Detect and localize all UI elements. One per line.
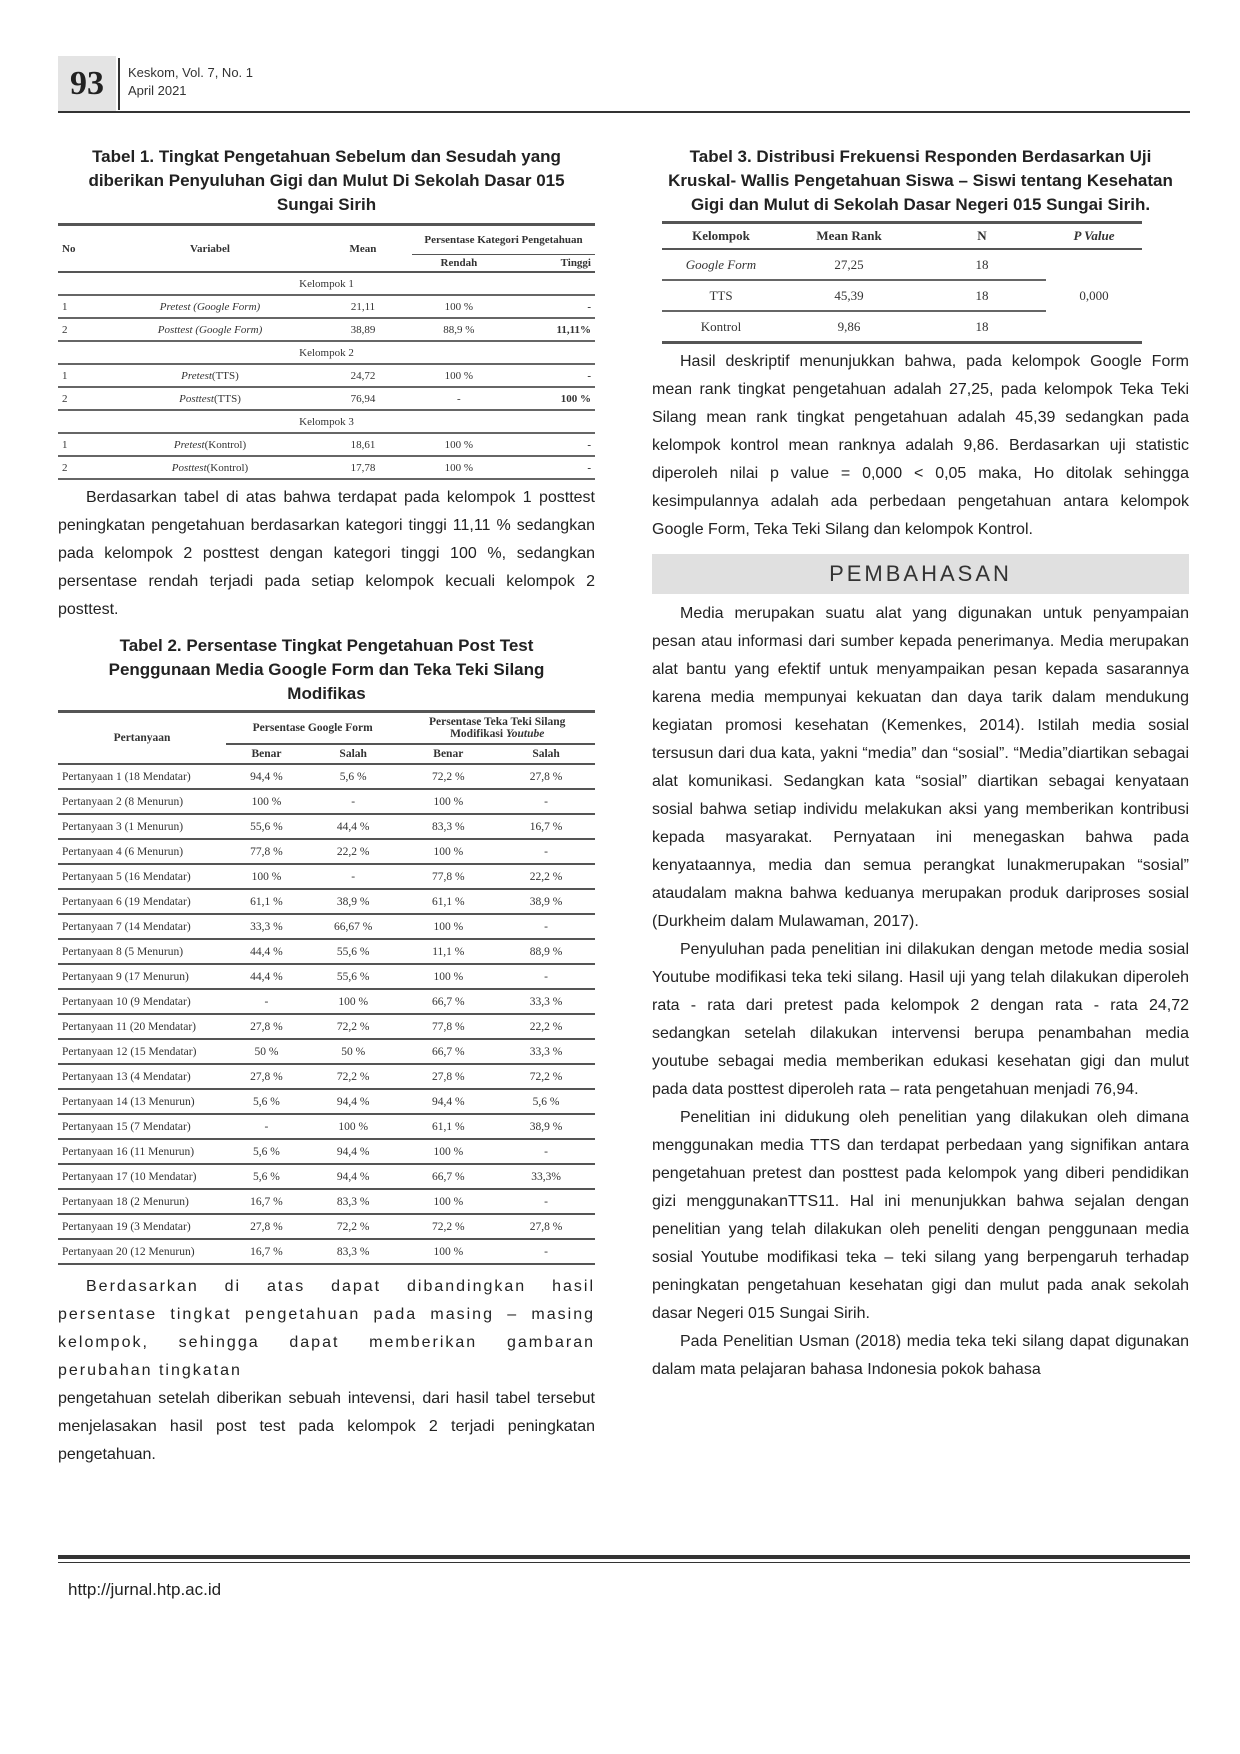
t2-cell-pertanyaan: Pertanyaan 16 (11 Menurun): [58, 1139, 226, 1164]
left-column: [58, 145, 595, 1469]
t2-cell-tts-benar: 77,8 %: [399, 864, 497, 889]
t2-cell-pertanyaan: Pertanyaan 20 (12 Menurun): [58, 1239, 226, 1264]
footer-url[interactable]: http://jurnal.htp.ac.id: [68, 1580, 222, 1599]
t2-cell-tts-salah: -: [497, 789, 595, 814]
t2-cell-tts-salah: 38,9 %: [497, 889, 595, 914]
t2-row: [58, 814, 595, 839]
t3-cell-n: 18: [918, 280, 1046, 311]
t1-variabel-media: (Google Form): [190, 300, 261, 313]
t1-cell-rendah: -: [412, 387, 506, 410]
t2-cell-gf-salah: 94,4 %: [307, 1089, 399, 1114]
t2-cell-gf-benar: 50 %: [226, 1039, 307, 1064]
t2-cell-pertanyaan: Pertanyaan 3 (1 Menurun): [58, 814, 226, 839]
t2-cell-gf-salah: 50 %: [307, 1039, 399, 1064]
right-column: [652, 145, 1189, 1384]
t2-cell-tts-benar: 66,7 %: [399, 1164, 497, 1189]
footer-rule-thin: [58, 1562, 1190, 1563]
t1-variabel-test: Pretest: [159, 300, 191, 313]
t2-cell-tts-benar: 100 %: [399, 1239, 497, 1264]
t2-cell-tts-benar: 94,4 %: [399, 1089, 497, 1114]
t2-cell-gf-benar: 100 %: [226, 789, 307, 814]
t1-cell-rendah: 100 %: [412, 433, 506, 456]
t2-cell-tts-benar: 61,1 %: [399, 1114, 497, 1139]
t1-cell-variabel: [106, 295, 314, 318]
t2-row: [58, 764, 595, 789]
t2-cell-gf-benar: 94,4 %: [226, 764, 307, 789]
t1-cell-variabel: [106, 456, 314, 479]
t2-cell-tts-salah: -: [497, 964, 595, 989]
t2-header-tts-modifikasi: Modifikasi: [450, 728, 506, 740]
t2-cell-tts-benar: 66,7 %: [399, 1039, 497, 1064]
t1-cell-rendah: 100 %: [412, 364, 506, 387]
page-header: [58, 56, 1190, 112]
t3-cell-kelompok: Kontrol: [662, 311, 780, 343]
t1-cell-variabel: [106, 433, 314, 456]
t2-cell-gf-benar: 16,7 %: [226, 1189, 307, 1214]
table1: [58, 223, 595, 480]
t2-cell-tts-benar: 83,3 %: [399, 814, 497, 839]
t1-row: [58, 387, 595, 410]
left-paragraph-2-part2: pengetahuan setelah diberikan sebuah intevensi, dari hasil tabel tersebut menjelasakan hasil post test pada kelompok 2 terjadi peningkatan pengetahuan.: [58, 1390, 595, 1463]
t2-cell-gf-salah: 5,6 %: [307, 764, 399, 789]
t2-header-tts: [399, 712, 595, 745]
t2-cell-pertanyaan: Pertanyaan 13 (4 Mendatar): [58, 1064, 226, 1089]
t3-header-p-value: P Value: [1046, 223, 1142, 250]
t3-header-n: N: [918, 223, 1046, 250]
t2-cell-tts-salah: 22,2 %: [497, 1014, 595, 1039]
t1-header-tinggi: Tinggi: [506, 255, 595, 273]
t2-cell-pertanyaan: Pertanyaan 4 (6 Menurun): [58, 839, 226, 864]
t1-row: [58, 318, 595, 341]
t1-header-no: No: [58, 225, 106, 273]
t1-variabel-media: (Google Form): [192, 323, 263, 336]
t2-cell-tts-benar: 100 %: [399, 1189, 497, 1214]
t2-header-gf-salah: Salah: [307, 744, 399, 764]
t1-variabel-media: (TTS): [211, 369, 239, 382]
t2-cell-tts-benar: 72,2 %: [399, 1214, 497, 1239]
t1-variabel-test: Posttest: [179, 392, 214, 405]
t2-cell-tts-benar: 77,8 %: [399, 1014, 497, 1039]
t2-header-tts-salah: Salah: [497, 744, 595, 764]
t2-cell-gf-benar: 55,6 %: [226, 814, 307, 839]
t2-row: [58, 839, 595, 864]
t2-header-tts-youtube: Youtube: [505, 728, 545, 740]
t1-cell-rendah: 100 %: [412, 295, 506, 318]
t2-row: [58, 964, 595, 989]
t1-cell-mean: 76,94: [314, 387, 412, 410]
t2-row: [58, 1189, 595, 1214]
t2-row: [58, 1139, 595, 1164]
t2-cell-tts-salah: 33,3%: [497, 1164, 595, 1189]
t2-cell-gf-salah: 38,9 %: [307, 889, 399, 914]
journal-date: April 2021: [128, 83, 187, 98]
t2-row: [58, 1064, 595, 1089]
t2-cell-tts-salah: 72,2 %: [497, 1064, 595, 1089]
t1-row: [58, 295, 595, 318]
t1-variabel-test: Pretest: [181, 369, 212, 382]
t1-variabel-media: (Kontrol): [206, 461, 249, 474]
t2-cell-gf-salah: 100 %: [307, 989, 399, 1014]
t2-cell-tts-benar: 72,2 %: [399, 764, 497, 789]
t3-row: [662, 249, 1142, 280]
t2-cell-gf-benar: 27,8 %: [226, 1214, 307, 1239]
t2-row: [58, 914, 595, 939]
t2-cell-pertanyaan: Pertanyaan 6 (19 Mendatar): [58, 889, 226, 914]
t1-cell-no: 1: [58, 433, 106, 456]
t2-cell-pertanyaan: Pertanyaan 10 (9 Mendatar): [58, 989, 226, 1014]
t3-header-kelompok: Kelompok: [662, 223, 780, 250]
t2-cell-tts-benar: 61,1 %: [399, 889, 497, 914]
t3-cell-kelompok: Google Form: [662, 249, 780, 280]
t2-cell-gf-benar: 33,3 %: [226, 914, 307, 939]
left-paragraph-1: Berdasarkan tabel di atas bahwa terdapat pada kelompok 1 posttest peningkatan pengetahuan berdasarkan kategori tinggi 11,11 % sedangkan pada kelompok 2 posttest dengan kategori tinggi 100 %, sedangkan persentase rendah terjadi pada setiap kelompok kecuali kelompok 2 posttest.: [58, 489, 595, 618]
t2-cell-pertanyaan: Pertanyaan 15 (7 Mendatar): [58, 1114, 226, 1139]
t2-cell-pertanyaan: Pertanyaan 18 (2 Menurun): [58, 1189, 226, 1214]
t1-cell-tinggi: -: [506, 295, 595, 318]
t2-cell-gf-salah: 55,6 %: [307, 939, 399, 964]
t2-cell-tts-benar: 100 %: [399, 964, 497, 989]
journal-info: [128, 64, 253, 100]
t2-cell-gf-benar: -: [226, 1114, 307, 1139]
t2-cell-gf-salah: -: [307, 864, 399, 889]
t2-cell-pertanyaan: Pertanyaan 5 (16 Mendatar): [58, 864, 226, 889]
t2-row: [58, 864, 595, 889]
t1-header-group: Persentase Kategori Pengetahuan: [412, 225, 595, 255]
t2-cell-gf-salah: 83,3 %: [307, 1189, 399, 1214]
right-paragraph-2: Media merupakan suatu alat yang digunakan untuk penyampaian pesan atau informasi dari sumber kepada penerimanya. Media merupakan alat bantu yang efektif untuk menyampaikan pesan kepada sasarannya karena media mempunyai kekuatan dan daya tarik dalam mendukung kegiatan promosi kesehatan (Kemenkes, 2014). Istilah media sosial tersusun dari dua kata, yakni “media” dan “sosial”. “Media”diartikan sebagai alat komunikasi. Sedangkan kata “sosial” diartikan sebagai kenyataan sosial bahwa setiap individu melakukan aksi yang memberikan kontribusi kepada masyarakat. Pernyataan ini menegaskan bahwa pada kenyataannya, media dan semua perangkat lunakmerupakan “sosial” ataudalam makna bahwa keduanya merupakan produk dariproses sosial (Durkheim dalam Mulawaman, 2017).: [652, 605, 1189, 930]
t1-cell-mean: 38,89: [314, 318, 412, 341]
t2-cell-pertanyaan: Pertanyaan 9 (17 Menurun): [58, 964, 226, 989]
t1-header-rendah: Rendah: [412, 255, 506, 273]
t2-row: [58, 1089, 595, 1114]
t1-cell-variabel: [106, 364, 314, 387]
t2-cell-tts-benar: 66,7 %: [399, 989, 497, 1014]
t2-row: [58, 1239, 595, 1264]
t2-cell-tts-salah: 27,8 %: [497, 764, 595, 789]
t2-cell-gf-benar: 61,1 %: [226, 889, 307, 914]
t2-cell-gf-salah: 72,2 %: [307, 1014, 399, 1039]
t2-cell-tts-benar: 100 %: [399, 839, 497, 864]
t1-cell-tinggi: -: [506, 364, 595, 387]
t2-cell-gf-salah: 100 %: [307, 1114, 399, 1139]
t2-cell-tts-salah: -: [497, 914, 595, 939]
t2-cell-pertanyaan: Pertanyaan 8 (5 Menurun): [58, 939, 226, 964]
t1-group-row: [58, 410, 595, 433]
t3-header-mean-rank: Mean Rank: [780, 223, 918, 250]
t2-header-pertanyaan: Pertanyaan: [58, 712, 226, 765]
t2-cell-pertanyaan: Pertanyaan 2 (8 Menurun): [58, 789, 226, 814]
t2-row: [58, 1039, 595, 1064]
t2-cell-gf-benar: 100 %: [226, 864, 307, 889]
t1-cell-no: 2: [58, 318, 106, 341]
t2-cell-pertanyaan: Pertanyaan 11 (20 Mendatar): [58, 1014, 226, 1039]
t1-cell-rendah: 100 %: [412, 456, 506, 479]
t1-cell-no: 2: [58, 387, 106, 410]
t1-body: [58, 272, 595, 479]
t1-cell-mean: 18,61: [314, 433, 412, 456]
t2-cell-tts-benar: 27,8 %: [399, 1064, 497, 1089]
t2-body: [58, 764, 595, 1264]
t2-cell-gf-benar: 16,7 %: [226, 1239, 307, 1264]
t2-cell-tts-salah: 16,7 %: [497, 814, 595, 839]
right-paragraph-1: Hasil deskriptif menunjukkan bahwa, pada kelompok Google Form mean rank tingkat pengetahuan adalah 27,25, pada kelompok Teka Teki Silang mean rank tingkat pengetahuan adalah 45,39 sedangkan pada kelompok kontrol mean ranknya adalah 9,86. Berdasarkan uji statistic diperoleh nilai p value = 0,000 < 0,05 maka, Ho ditolak sehingga kesimpulannya adalah ada perbedaan pengetahuan antara kelompok Google Form, Teka Teki Silang dan kelompok Kontrol.: [652, 353, 1189, 538]
t2-header-tts-line1: Persentase Teka Teki Silang: [428, 716, 566, 728]
t2-row: [58, 1164, 595, 1189]
t2-header-gf-benar: Benar: [226, 744, 307, 764]
t2-row: [58, 889, 595, 914]
t2-cell-tts-salah: 38,9 %: [497, 1114, 595, 1139]
table2-caption: Tabel 2. Persentase Tingkat Pengetahuan Post Test Penggunaan Media Google Form dan Teka Teki Silang Modifikas: [108, 636, 545, 703]
t2-cell-gf-benar: -: [226, 989, 307, 1014]
t1-group-row: [58, 272, 595, 295]
t1-cell-mean: 21,11: [314, 295, 412, 318]
t3-cell-mean-rank: 27,25: [780, 249, 918, 280]
t2-cell-tts-salah: 33,3 %: [497, 989, 595, 1014]
t1-header-mean: Mean: [314, 225, 412, 273]
t3-cell-mean-rank: 9,86: [780, 311, 918, 343]
t2-cell-tts-salah: 22,2 %: [497, 864, 595, 889]
t2-cell-gf-salah: 94,4 %: [307, 1139, 399, 1164]
t1-group-row: [58, 341, 595, 364]
t2-cell-gf-salah: 83,3 %: [307, 1239, 399, 1264]
t1-cell-variabel: [106, 387, 314, 410]
t2-cell-gf-benar: 5,6 %: [226, 1164, 307, 1189]
t1-group-label: Kelompok 3: [58, 410, 595, 433]
t2-cell-tts-salah: -: [497, 1189, 595, 1214]
right-paragraph-3: Penyuluhan pada penelitian ini dilakukan dengan metode media sosial Youtube modifikasi teka teki silang. Hasil uji yang telah dilakukan diperoleh rata - rata dari pretest pada kelompok 2 dengan rata - rata 24,72 sedangkan setelah dilakukan intervensi berupa penambahan media youtube sebagai media memberikan edukasi kesehatan gigi dan mulut pada data posttest diperoleh rata – rata pengetahuan menjadi 76,94.: [652, 941, 1189, 1098]
t1-cell-mean: 24,72: [314, 364, 412, 387]
t2-cell-gf-benar: 5,6 %: [226, 1089, 307, 1114]
t2-cell-tts-benar: 11,1 %: [399, 939, 497, 964]
t2-cell-gf-salah: 94,4 %: [307, 1164, 399, 1189]
t2-cell-tts-salah: 27,8 %: [497, 1214, 595, 1239]
t1-row: [58, 433, 595, 456]
t2-cell-pertanyaan: Pertanyaan 1 (18 Mendatar): [58, 764, 226, 789]
t2-cell-gf-benar: 44,4 %: [226, 964, 307, 989]
t3-cell-n: 18: [918, 311, 1046, 343]
t2-header-tts-line2: [403, 728, 591, 740]
t2-cell-pertanyaan: Pertanyaan 19 (3 Mendatar): [58, 1214, 226, 1239]
t1-variabel-test: Posttest: [171, 461, 207, 474]
t2-cell-gf-salah: 72,2 %: [307, 1214, 399, 1239]
table3: [662, 221, 1142, 344]
t2-cell-tts-benar: 100 %: [399, 789, 497, 814]
t1-cell-no: 1: [58, 364, 106, 387]
t2-cell-tts-salah: 5,6 %: [497, 1089, 595, 1114]
t1-cell-no: 2: [58, 456, 106, 479]
t2-row: [58, 789, 595, 814]
t2-cell-pertanyaan: Pertanyaan 17 (10 Mendatar): [58, 1164, 226, 1189]
table1-caption: Tabel 1. Tingkat Pengetahuan Sebelum dan Sesudah yang diberikan Penyuluhan Gigi dan Mulut Di Sekolah Dasar 015 Sungai Sirih: [88, 147, 565, 214]
table3-caption: Tabel 3. Distribusi Frekuensi Responden Berdasarkan Uji Kruskal- Wallis Pengetahuan Siswa – Siswi tentang Kesehatan Gigi dan Mulut di Sekolah Dasar Negeri 015 Sungai Sirih.: [668, 147, 1173, 214]
t2-cell-gf-benar: 5,6 %: [226, 1139, 307, 1164]
t1-cell-tinggi: -: [506, 433, 595, 456]
t1-header-variabel: Variabel: [106, 225, 314, 273]
t2-cell-gf-benar: 27,8 %: [226, 1064, 307, 1089]
t2-cell-pertanyaan: Pertanyaan 14 (13 Menurun): [58, 1089, 226, 1114]
t2-cell-gf-salah: 55,6 %: [307, 964, 399, 989]
t1-cell-rendah: 88,9 %: [412, 318, 506, 341]
t1-cell-tinggi: 11,11%: [506, 318, 595, 341]
section-heading-pembahasan: PEMBAHASAN: [652, 554, 1189, 594]
t1-cell-no: 1: [58, 295, 106, 318]
t2-cell-pertanyaan: Pertanyaan 7 (14 Mendatar): [58, 914, 226, 939]
t2-row: [58, 1114, 595, 1139]
t1-cell-variabel: [106, 318, 314, 341]
header-rule: [58, 111, 1190, 113]
journal-volume: Keskom, Vol. 7, No. 1: [128, 65, 254, 80]
t2-cell-gf-benar: 27,8 %: [226, 1014, 307, 1039]
t1-variabel-test: Posttest: [157, 323, 193, 336]
t2-row: [58, 989, 595, 1014]
t2-cell-gf-salah: 72,2 %: [307, 1064, 399, 1089]
t3-cell-kelompok: TTS: [662, 280, 780, 311]
t1-group-label: Kelompok 1: [58, 272, 595, 295]
page-number: 93: [58, 56, 116, 112]
t2-cell-gf-benar: 77,8 %: [226, 839, 307, 864]
header-divider: [118, 58, 120, 110]
t2-cell-gf-benar: 44,4 %: [226, 939, 307, 964]
t1-row: [58, 456, 595, 479]
t1-cell-tinggi: 100 %: [506, 387, 595, 410]
t2-row: [58, 1214, 595, 1239]
t2-cell-pertanyaan: Pertanyaan 12 (15 Mendatar): [58, 1039, 226, 1064]
right-paragraph-4: Penelitian ini didukung oleh penelitian yang dilakukan oleh dimana menggunakan media TTS dan terdapat perbedaan yang signifikan antara pengetahuan pretest dan posttest pada kelompok yang diberi pendidikan gizi menggunakanTTS11. Hal ini menunjukkan bahwa sejalan dengan penelitian yang telah dilakukan oleh peneliti dengan penggunaan media sosial Youtube modifikasi teka – teki silang yang berpengaruh terhadap peningkatan pengetahuan kesehatan gigi dan mulut pada anak sekolah dasar Negeri 015 Sungai Sirih.: [652, 1109, 1189, 1322]
t2-header-google-form: Persentase Google Form: [226, 712, 399, 745]
t1-row: [58, 364, 595, 387]
t2-cell-tts-salah: 33,3 %: [497, 1039, 595, 1064]
right-paragraph-5: Pada Penelitian Usman (2018) media teka teki silang dapat digunakan dalam mata pelajaran bahasa Indonesia pokok bahasa: [652, 1333, 1189, 1378]
t2-cell-gf-salah: 66,67 %: [307, 914, 399, 939]
left-paragraph-2-part1: Berdasarkan di atas dapat dibandingkan hasil persentase tingkat pengetahuan pada masing – masing kelompok, sehingga dapat memberikan gambaran perubahan tingkatan: [58, 1278, 595, 1379]
t1-cell-tinggi: -: [506, 456, 595, 479]
t2-cell-gf-salah: 44,4 %: [307, 814, 399, 839]
t2-cell-tts-salah: -: [497, 1139, 595, 1164]
table2: [58, 710, 595, 1265]
t3-cell-n: 18: [918, 249, 1046, 280]
t1-variabel-media: (Kontrol): [204, 438, 247, 451]
t3-body: [662, 249, 1142, 343]
t2-cell-tts-salah: 88,9 %: [497, 939, 595, 964]
footer-rule-thick: [58, 1555, 1190, 1559]
t3-cell-mean-rank: 45,39: [780, 280, 918, 311]
t2-row: [58, 1014, 595, 1039]
t2-cell-tts-benar: 100 %: [399, 1139, 497, 1164]
t1-cell-mean: 17,78: [314, 456, 412, 479]
t2-cell-tts-benar: 100 %: [399, 914, 497, 939]
t3-cell-p-value: 0,000: [1046, 249, 1142, 343]
t2-cell-gf-salah: -: [307, 789, 399, 814]
t1-variabel-test: Pretest: [173, 438, 205, 451]
t1-group-label: Kelompok 2: [58, 341, 595, 364]
t2-header-tts-benar: Benar: [399, 744, 497, 764]
t2-cell-tts-salah: -: [497, 1239, 595, 1264]
t2-row: [58, 939, 595, 964]
t2-cell-gf-salah: 22,2 %: [307, 839, 399, 864]
t1-variabel-media: (TTS): [213, 392, 241, 405]
t2-cell-tts-salah: -: [497, 839, 595, 864]
